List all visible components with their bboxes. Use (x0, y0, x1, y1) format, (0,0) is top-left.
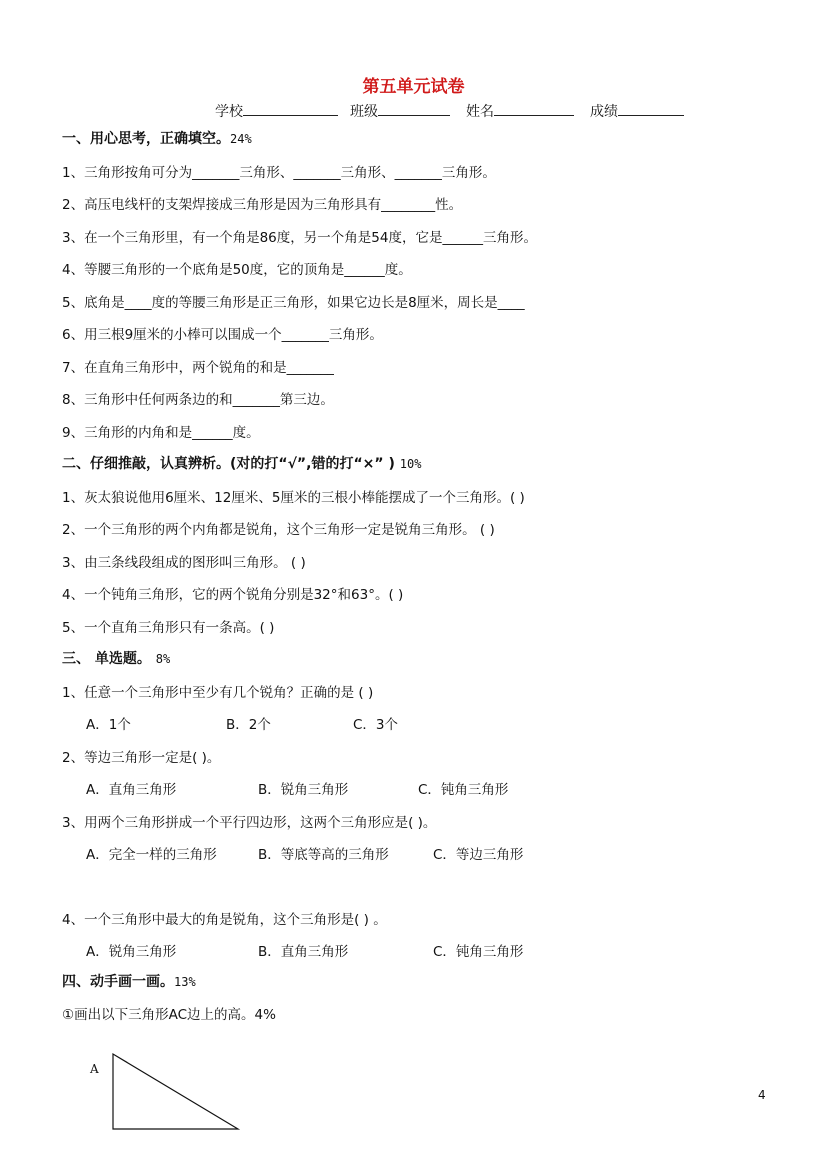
name-field[interactable] (494, 101, 574, 116)
section-4-percent: 13% (174, 975, 196, 989)
s1-question-9: 9、三角形的内角和是______度。 (62, 425, 260, 441)
section-1-heading (62, 128, 252, 148)
class-label: 班级 (350, 104, 378, 120)
s1-question-4: 4、等腰三角形的一个底角是50度，它的顶角是______度。 (62, 262, 412, 278)
s2-question-1: 1、灰太狼说他用6厘米、12厘米、5厘米的三根小棒能摆成了一个三角形。( ) (62, 490, 525, 506)
vertex-a-label: A (90, 1062, 99, 1076)
section-4-heading (62, 971, 196, 991)
score-field[interactable] (618, 101, 684, 116)
s3-q4-option-a: A．锐角三角形 (86, 944, 177, 960)
s1-question-6: 6、用三根9厘米的小棒可以围成一个_______三角形。 (62, 327, 383, 343)
school-field[interactable] (243, 101, 338, 116)
s3-q2-option-c: C．钝角三角形 (418, 782, 509, 798)
s3-q2-option-b: B．锐角三角形 (258, 782, 349, 798)
s3-question-1: 1、任意一个三角形中至少有几个锐角？正确的是 ( ) (62, 685, 374, 701)
s3-q1-option-b: B．2个 (226, 717, 271, 733)
s1-question-5: 5、底角是____度的等腰三角形是正三角形，如果它边长是8厘米，周长是____ (62, 295, 525, 311)
name-label: 姓名 (466, 104, 494, 120)
triangle-shape (113, 1054, 238, 1129)
s1-question-3: 3、在一个三角形里，有一个角是86度，另一个角是54度，它是______三角形。 (62, 230, 537, 246)
s1-question-7: 7、在直角三角形中，两个锐角的和是_______ (62, 360, 334, 376)
s3-q1-option-a: A．1个 (86, 717, 131, 733)
section-3-percent: 8% (155, 652, 171, 666)
section-2-heading (62, 453, 421, 473)
class-field[interactable] (378, 101, 450, 116)
section-2-percent: 10% (399, 457, 422, 471)
page-number: 4 (758, 1088, 766, 1102)
s3-q1-option-c: C．3个 (353, 717, 399, 733)
s3-q3-option-a: A．完全一样的三角形 (86, 847, 217, 863)
section-1-percent: 24% (230, 132, 252, 146)
school-label: 学校 (215, 104, 243, 120)
s3-question-3: 3、用两个三角形拼成一个平行四边形，这两个三角形应是( )。 (62, 815, 437, 831)
score-label: 成绩 (590, 104, 618, 120)
s1-question-2: 2、高压电线杆的支架焊接成三角形是因为三角形具有________性。 (62, 197, 463, 213)
s3-q2-option-a: A．直角三角形 (86, 782, 177, 798)
s3-q3-option-c: C．等边三角形 (433, 847, 524, 863)
s2-question-5: 5、一个直角三角形只有一条高。( ) (62, 620, 275, 636)
s2-question-2: 2、一个三角形的两个内角都是锐角，这个三角形一定是锐角三角形。 ( ) (62, 522, 495, 538)
right-triangle-figure (105, 1050, 245, 1135)
student-info-row (215, 101, 696, 121)
s2-question-3: 3、由三条线段组成的图形叫三角形。 ( ) (62, 555, 306, 571)
s3-question-4: 4、一个三角形中最大的角是锐角，这个三角形是( ) 。 (62, 912, 387, 928)
section-1-title: 一、用心思考，正确填空。 (62, 131, 230, 147)
s3-question-2: 2、等边三角形一定是( )。 (62, 750, 221, 766)
section-3-title: 三、 单选题。 (62, 651, 151, 667)
section-2-title: 二、仔细推敲，认真辨析。(对的打“√”,错的打“×” ) (62, 456, 395, 472)
s4-item-1: ①画出以下三角形AC边上的高。4% (62, 1007, 276, 1023)
page-title: 第五单元试卷 (362, 77, 465, 97)
section-3-heading (62, 648, 170, 668)
s3-q4-option-b: B．直角三角形 (258, 944, 349, 960)
section-4-title: 四、动手画一画。 (62, 974, 174, 990)
s1-question-8: 8、三角形中任何两条边的和_______第三边。 (62, 392, 334, 408)
s2-question-4: 4、一个钝角三角形，它的两个锐角分别是32°和63°。( ) (62, 587, 404, 603)
s3-q4-option-c: C．钝角三角形 (433, 944, 524, 960)
s1-question-1: 1、三角形按角可分为_______三角形、_______三角形、_______三角形。 (62, 165, 496, 181)
s3-q3-option-b: B．等底等高的三角形 (258, 847, 389, 863)
